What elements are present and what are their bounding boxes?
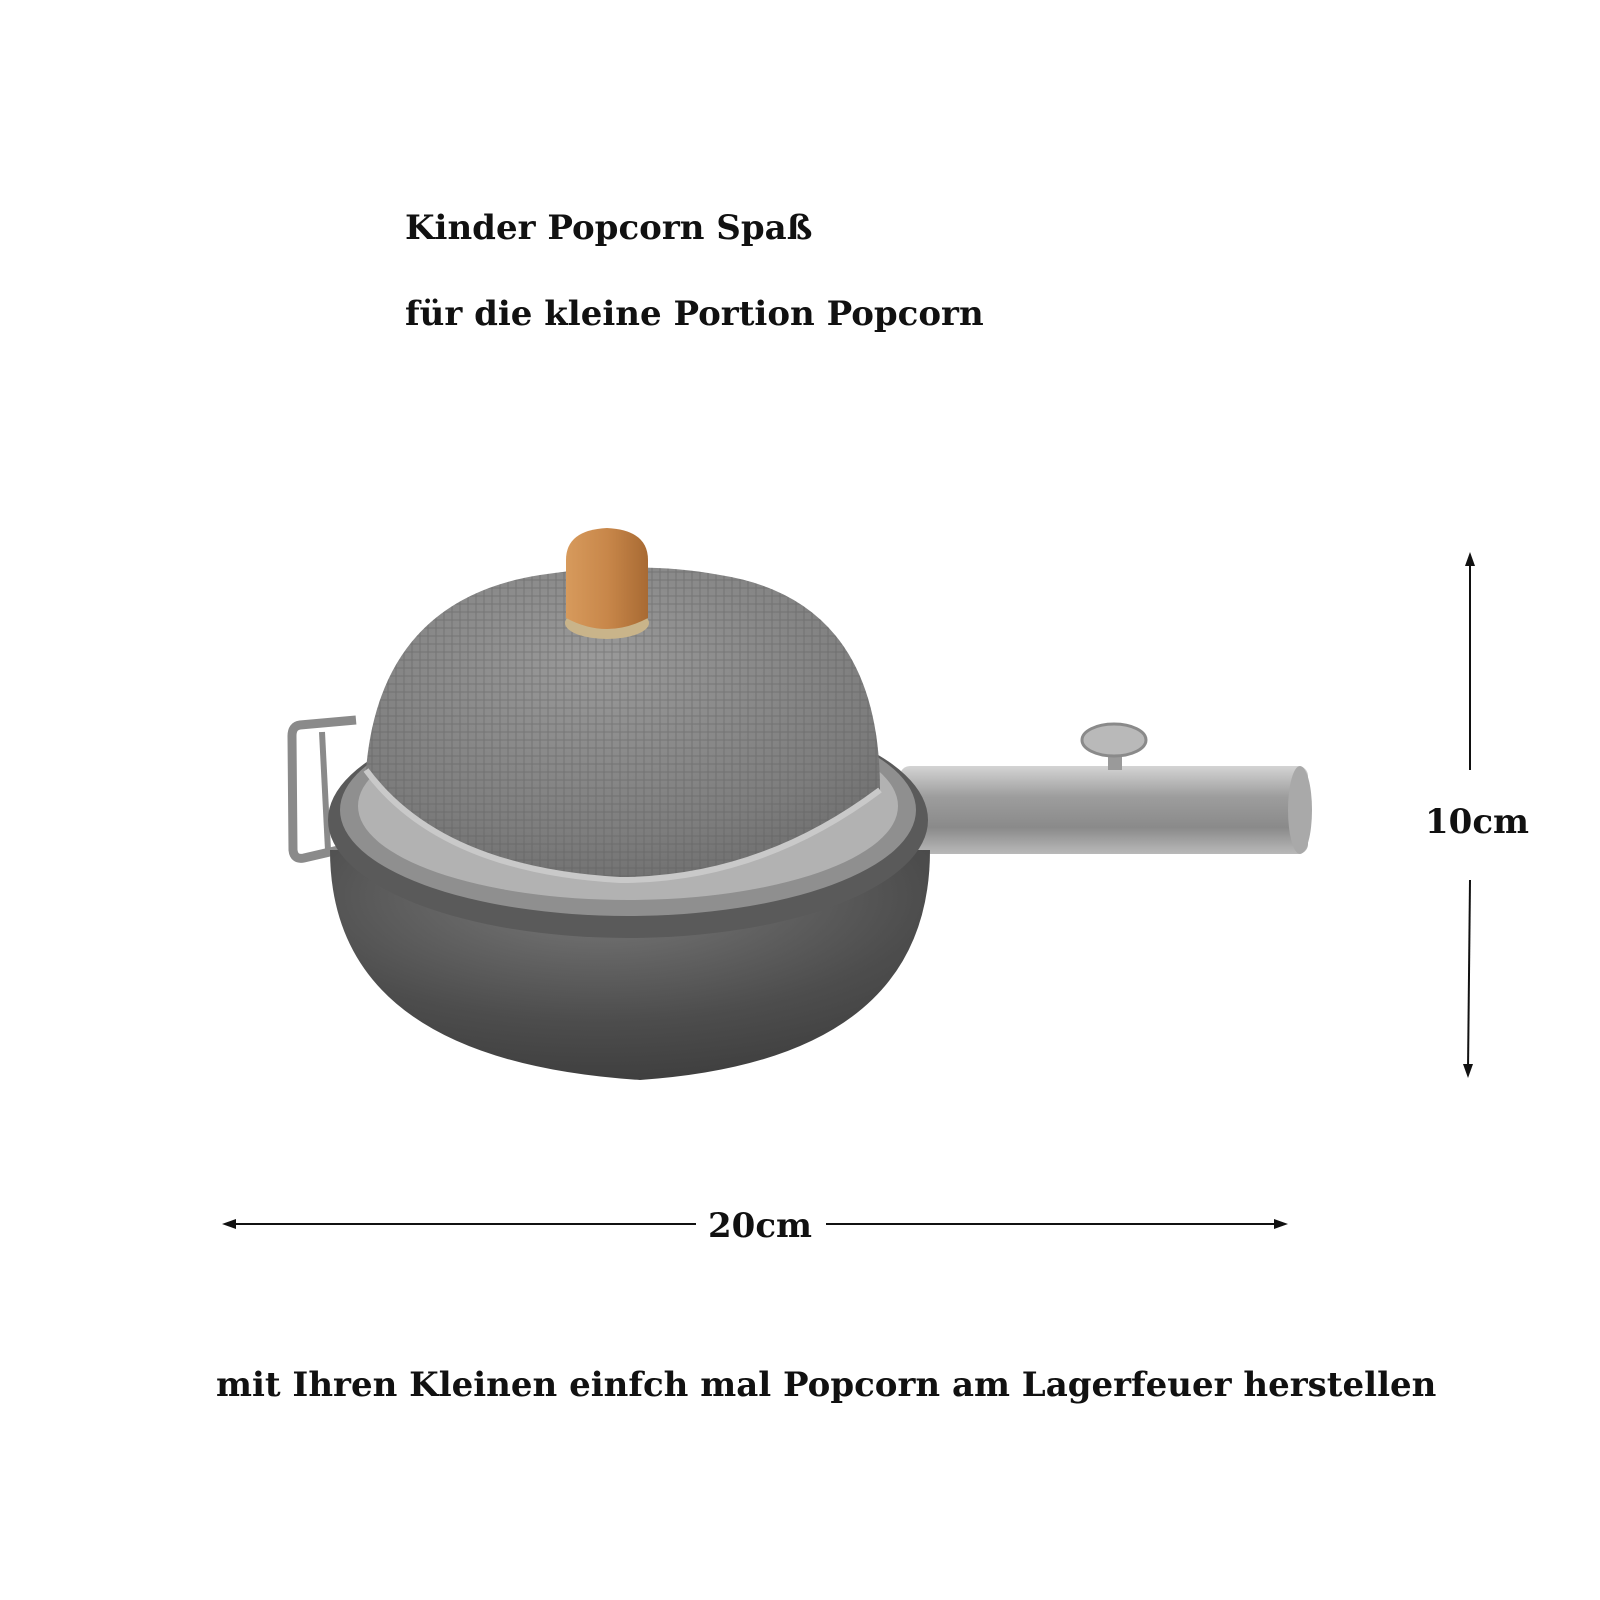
footer-caption: mit Ihren Kleinen einfch mal Popcorn am Lagerfeuer herstellen [216, 1365, 1437, 1405]
width-dimension-label: 20cm [708, 1206, 812, 1246]
product-title: Kinder Popcorn Spaß [405, 208, 813, 248]
tube-handle [900, 724, 1312, 854]
height-dimension-label: 10cm [1425, 802, 1529, 842]
product-subtitle: für die kleine Portion Popcorn [405, 294, 984, 334]
wooden-knob [565, 528, 649, 639]
